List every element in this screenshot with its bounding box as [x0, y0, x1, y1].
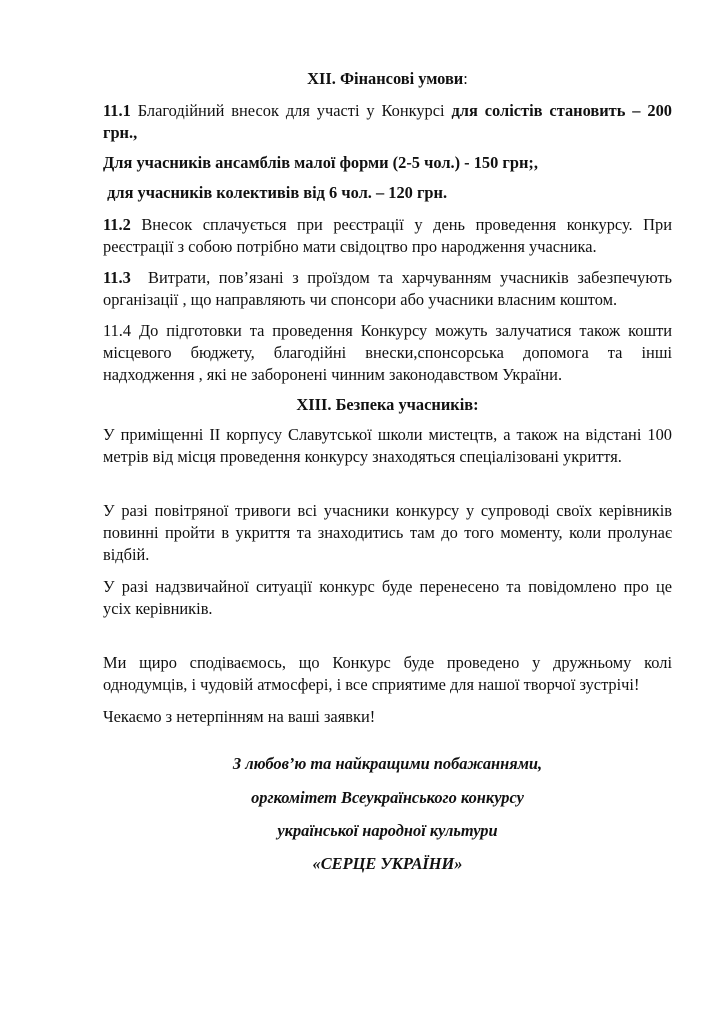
closing-hope: Ми щиро сподіваємось, що Конкурс буде проведено у дружньому колі однодумців, і чудовій атмосфері, і все сприятиме для нашої творчої зустрічі!	[103, 653, 672, 694]
paragraph-11-3	[103, 267, 677, 311]
paragraph-11-2	[103, 214, 672, 258]
signature-line-3: української народної культури	[277, 821, 498, 840]
section-xii-title: XII. Фінансові умови	[307, 69, 464, 88]
signature-line-4: «СЕРЦЕ УКРАЇНИ»	[312, 854, 463, 873]
signature-line-1: З любов’ю та найкращими побажаннями,	[232, 754, 543, 773]
section-xiii-heading: XIII. Безпека учасників:	[296, 395, 479, 414]
paragraph-number: 11.1	[103, 101, 131, 120]
paragraph-text: Витрати, пов’язані з проїздом та харчуванням учасників забезпечують організації , що направляють чи спонсори або учасники власним коштом.	[103, 268, 677, 309]
paragraph-text: Благодійний внесок для участі у Конкурсі	[130, 101, 452, 120]
paragraph-text: Внесок сплачується при реєстрації у день проведення конкурсу. При реєстрації з собою потрібно мати свідоцтво про народження учасника.	[103, 215, 672, 256]
soloist-fee: для солістів становить – 200 грн.,	[103, 101, 673, 142]
safety-paragraph-emergency: У разі надзвичайної ситуації конкурс буде перенесено та повідомлено про це усіх керівників.	[103, 577, 672, 618]
section-xii-heading	[103, 68, 672, 90]
safety-paragraph-air-alarm: У разі повітряної тривоги всі учасники конкурсу у супроводі своїх керівників повинні пройти в укриття та знаходитись там до того моменту, коли пролунає відбій.	[103, 501, 672, 564]
closing-waiting: Чекаємо з нетерпінням на ваші заявки!	[103, 707, 376, 726]
paragraph-11-4: 11.4 До підготовки та проведення Конкурсу можуть залучатися також кошти місцевого бюджету, благодійні внески,спонсорська допомога та інші надходження , які не заборонені чинним законодавством України.	[103, 321, 672, 384]
paragraph-number: 11.2	[103, 215, 131, 234]
ensemble-fee: Для учасників ансамблів малої форми (2-5 чол.) - 150 грн;,	[103, 153, 538, 172]
safety-paragraph-shelters: У приміщенні II корпусу Славутської школи мистецтв, а також на відстані 100 метрів від місця проведення конкурсу знаходяться спеціалізовані укриття.	[103, 425, 672, 466]
section-xii-colon: :	[463, 69, 468, 88]
collective-fee: для учасників колективів від 6 чол. – 120 грн.	[103, 183, 448, 202]
signature-line-2: оргкомітет Всеукраїнського конкурсу	[251, 788, 524, 807]
paragraph-11-1	[103, 100, 672, 144]
paragraph-number: 11.3	[103, 268, 131, 287]
